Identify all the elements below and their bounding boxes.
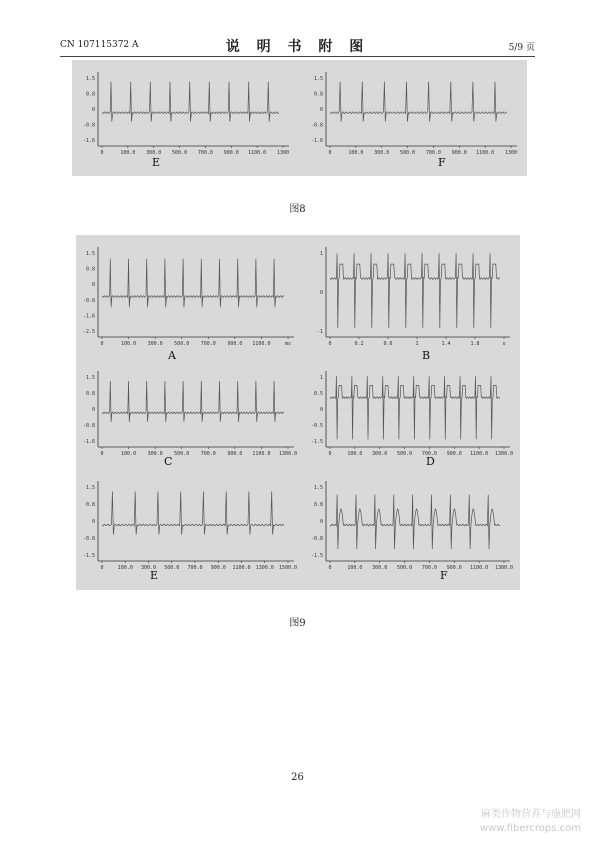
ecg-trace [330, 82, 507, 122]
x-tick-label: 100.0 [117, 565, 133, 571]
panel-letter: F [440, 569, 448, 582]
x-tick-label: 0 [328, 565, 332, 571]
x-tick-label: s [502, 341, 506, 347]
figure-8-image [72, 60, 527, 176]
y-tick-label: 0 [91, 107, 95, 113]
x-tick-label: 900.0 [223, 150, 239, 156]
figure-8-caption: 图8 [289, 204, 306, 215]
y-tick-label: -1.6 [82, 439, 95, 445]
x-tick-label: 700.0 [421, 451, 437, 457]
figure-8-panel-e [80, 64, 295, 172]
x-tick-label: 500.0 [174, 451, 190, 457]
x-tick-label: 1 [415, 341, 419, 347]
x-tick-label: 0 [100, 341, 104, 347]
y-tick-label: 0.8 [85, 266, 95, 273]
x-tick-label: 500.0 [164, 565, 180, 571]
figure-9-panel-a [80, 239, 300, 363]
x-tick-label: 0.2 [354, 341, 364, 347]
ecg-trace [330, 495, 500, 549]
y-tick-label: -1.6 [82, 138, 95, 144]
x-tick-label: 0 [100, 451, 104, 457]
ecg-trace [102, 491, 284, 534]
x-tick-label: 700.0 [197, 150, 213, 156]
x-tick-label: 300.0 [147, 451, 163, 457]
x-tick-label: 0 [100, 565, 104, 571]
x-tick-label: 500.0 [397, 565, 413, 571]
x-tick-label: 900.0 [451, 150, 467, 156]
y-tick-label: 0.8 [313, 502, 323, 508]
figure-9-panel-f [308, 473, 516, 587]
panel-letter: C [164, 455, 173, 468]
y-tick-label: 0 [91, 519, 95, 525]
figure-8-panel-f [308, 64, 523, 172]
y-tick-label: -0.8 [310, 536, 323, 542]
x-tick-label: 100.0 [121, 451, 137, 457]
watermark-line-2: www.fibercrops.com [479, 823, 581, 834]
y-tick-label: 0 [91, 407, 95, 413]
x-tick-label: 0 [328, 451, 332, 457]
x-tick-label: 700.0 [200, 341, 216, 347]
x-tick-label: 300.0 [147, 341, 163, 347]
x-tick-label: 700.0 [421, 565, 437, 571]
figure-9-image [76, 235, 520, 590]
x-tick-label: 900.0 [210, 565, 226, 571]
figure-9-panel-c [80, 363, 300, 473]
y-tick-label: 1.5 [313, 76, 323, 82]
y-tick-label: 1.5 [85, 76, 95, 82]
panel-letter: A [168, 349, 176, 362]
watermark-line-1: 麻类作物营养与施肥网 [481, 809, 581, 820]
x-tick-label: 1300 [276, 150, 290, 156]
x-tick-label: 300.0 [372, 451, 388, 457]
ecg-trace [330, 253, 500, 328]
x-tick-label: 1100.0 [252, 341, 271, 347]
x-tick-label: 500.0 [397, 451, 413, 457]
x-tick-label: 900.0 [227, 451, 243, 457]
y-tick-label: -1.6 [82, 313, 95, 320]
panel-letter: E [150, 569, 159, 582]
watermark [480, 808, 581, 836]
panel-letter: F [438, 156, 446, 169]
y-tick-label: 0 [319, 107, 323, 113]
x-tick-label: 100.0 [347, 565, 363, 571]
x-tick-label: 1300.0 [255, 565, 274, 571]
header-rule [60, 56, 535, 57]
x-tick-label: 1.8 [470, 341, 480, 347]
figure-9-panel-e [80, 473, 300, 587]
y-tick-label: -1.6 [310, 138, 323, 144]
y-tick-label: -1.5 [310, 553, 323, 559]
x-tick-label: 1300 [504, 150, 518, 156]
ecg-trace [102, 259, 284, 308]
y-tick-label: -0.8 [82, 122, 95, 129]
x-tick-label: 300.0 [146, 150, 162, 156]
x-tick-label: 1300.0 [494, 565, 514, 571]
y-tick-label: 0.5 [313, 391, 323, 397]
x-tick-label: 900.0 [446, 565, 462, 571]
x-tick-label: 100.0 [348, 150, 364, 156]
page-number: 26 [291, 772, 304, 783]
y-tick-label: 0.8 [85, 391, 95, 397]
x-tick-label: 500.0 [172, 150, 188, 156]
panel-letter: B [422, 349, 431, 362]
x-tick-label: 700.0 [187, 565, 203, 571]
x-tick-label: 1100.0 [232, 565, 251, 571]
y-tick-label: -0.8 [310, 122, 323, 129]
x-tick-label: 100.0 [121, 341, 137, 347]
x-tick-label: 0 [328, 150, 332, 156]
y-tick-label: -1.5 [82, 553, 95, 559]
y-tick-label: -0.8 [82, 423, 95, 429]
y-tick-label: 1 [319, 251, 323, 257]
x-tick-label: ms [284, 341, 292, 347]
figure-9-panel-d [308, 363, 516, 473]
y-tick-label: 1.5 [85, 375, 95, 381]
x-tick-label: 1100.0 [248, 150, 267, 156]
x-tick-label: 0 [328, 341, 332, 347]
x-tick-label: 1300.0 [494, 451, 514, 457]
x-tick-label: 0 [100, 150, 104, 156]
y-tick-label: 0 [319, 290, 323, 296]
x-tick-label: 1.4 [441, 341, 451, 347]
y-tick-label: 0 [91, 282, 95, 289]
x-tick-label: 1100.0 [470, 451, 489, 457]
y-tick-label: 1.5 [85, 485, 95, 491]
y-tick-label: 1.5 [85, 251, 95, 257]
y-tick-label: 1.5 [313, 485, 323, 491]
y-tick-label: 0.8 [313, 91, 323, 98]
panel-letter: D [426, 455, 435, 468]
ecg-trace [330, 376, 500, 439]
figure-9-caption: 图9 [289, 618, 306, 629]
x-tick-label: 500.0 [400, 150, 416, 156]
page-header [60, 36, 535, 56]
x-tick-label: 300.0 [372, 565, 388, 571]
figure-9-panel-b [308, 239, 516, 363]
x-tick-label: 1100.0 [470, 565, 489, 571]
x-tick-label: 0.6 [383, 341, 393, 347]
y-tick-label: 1 [319, 375, 323, 381]
x-tick-label: 700.0 [425, 150, 441, 156]
y-tick-label: -0.8 [82, 536, 95, 542]
y-tick-label: -1.5 [310, 439, 323, 445]
y-tick-label: 0.8 [85, 91, 95, 98]
panel-letter: E [152, 156, 161, 169]
x-tick-label: 100.0 [347, 451, 363, 457]
x-tick-label: 900.0 [446, 451, 462, 457]
x-tick-label: 300.0 [140, 565, 157, 571]
section-title: 说 明 书 附 图 [225, 39, 370, 55]
page-of-label: 5/9 页 [508, 43, 535, 53]
x-tick-label: 1500.0 [278, 565, 298, 571]
y-tick-label: -0.5 [310, 423, 323, 429]
x-tick-label: 100.0 [120, 150, 136, 156]
x-tick-label: 300.0 [374, 150, 390, 156]
x-tick-label: 1100.0 [252, 451, 271, 457]
ecg-trace [102, 82, 279, 122]
y-tick-label: -0.8 [82, 297, 95, 304]
x-tick-label: 500.0 [174, 341, 190, 347]
document-id: CN 107115372 A [60, 40, 139, 50]
x-tick-label: 1100.0 [476, 150, 495, 156]
x-tick-label: 1300.0 [278, 451, 298, 457]
y-tick-label: 0 [319, 519, 323, 525]
y-tick-label: 0 [319, 407, 323, 413]
y-tick-label: 0.8 [85, 502, 95, 508]
y-tick-label: -2.5 [82, 329, 95, 335]
y-tick-label: -1 [316, 329, 323, 335]
x-tick-label: 900.0 [227, 341, 243, 347]
ecg-trace [102, 381, 284, 422]
x-tick-label: 700.0 [200, 451, 216, 457]
